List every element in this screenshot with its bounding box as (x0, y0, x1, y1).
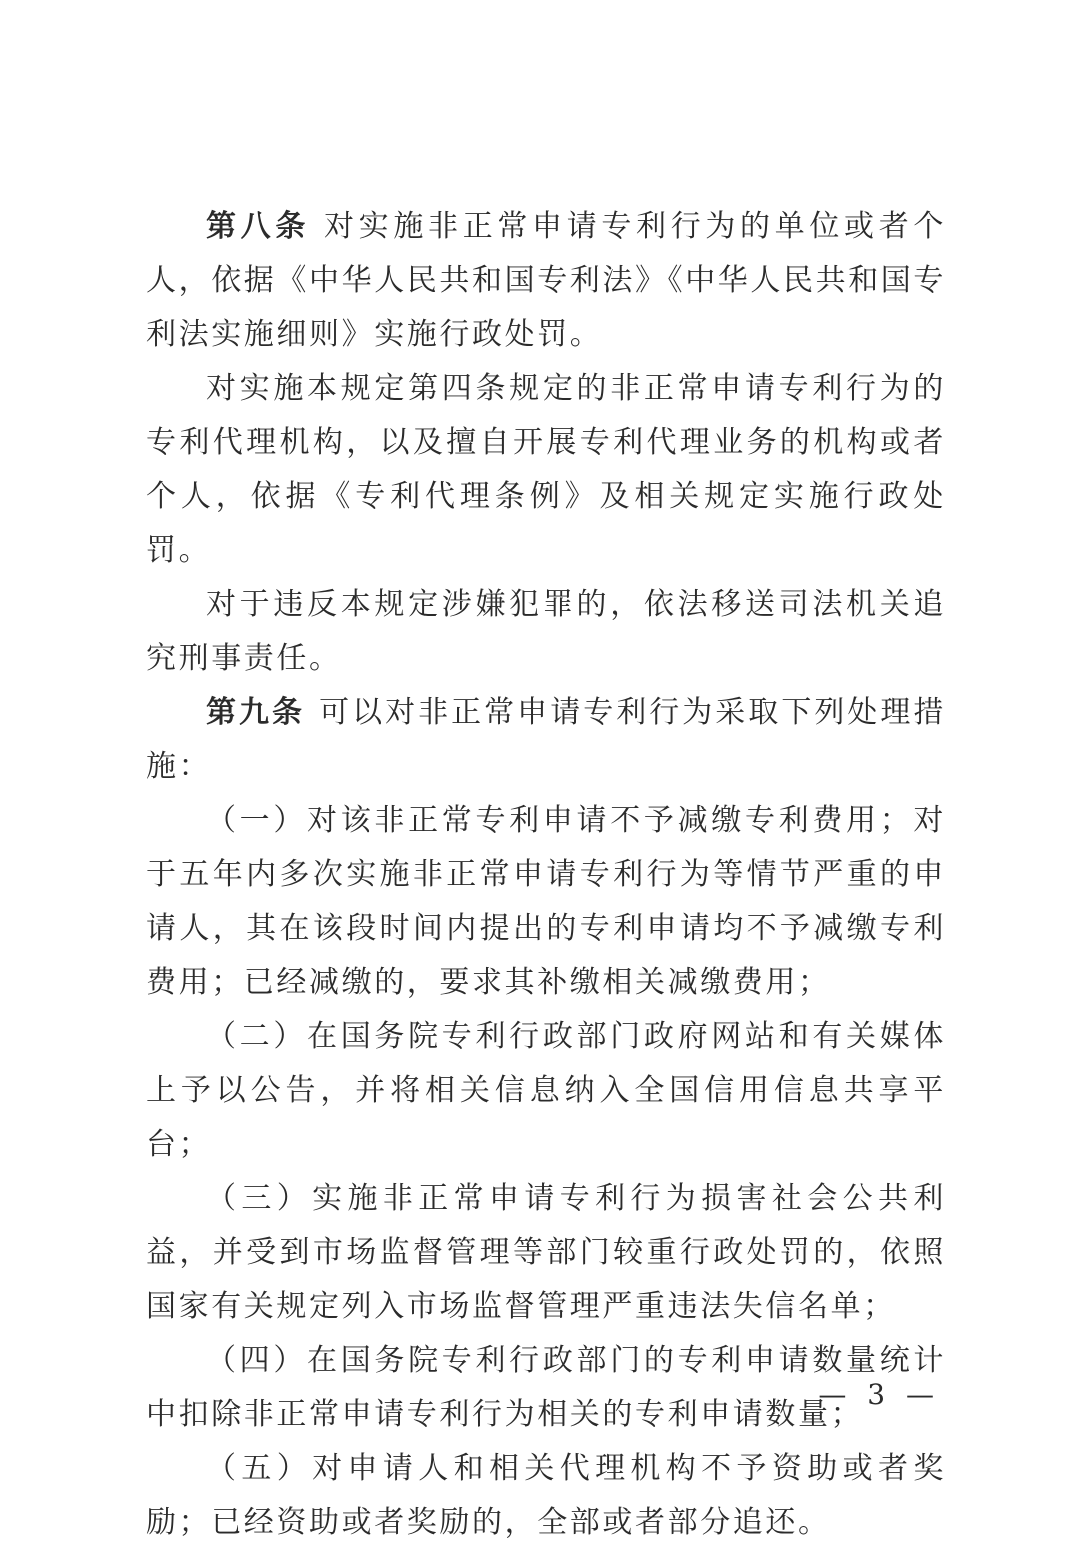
article-9-item-4: （四）在国务院专利行政部门的专利申请数量统计中扣除非正常申请专利行为相关的专利申请数量； (146, 1343, 946, 1432)
article-9-item-5: （五）对申请人和相关代理机构不予资助或者奖励；已经资助或者奖励的，全部或者部分追还。 (146, 1451, 946, 1540)
article-9-intro-paragraph (146, 686, 946, 794)
article-8-paragraph-2: 对实施本规定第四条规定的非正常申请专利行为的专利代理机构，以及擅自开展专利代理业务的机构或者个人，依据《专利代理条例》及相关规定实施行政处罚。 (146, 371, 946, 568)
article-8-paragraph-1-text: 对实施非正常申请专利行为的单位或者个人，依据《中华人民共和国专利法》《中华人民共和国专利法实施细则》实施行政处罚。 (146, 209, 946, 352)
article-8-heading: 第八条 (206, 209, 311, 244)
document-body (146, 200, 946, 1550)
article-8-paragraph-3: 对于违反本规定涉嫌犯罪的，依法移送司法机关追究刑事责任。 (146, 587, 946, 676)
article-9-item-2: （二）在国务院专利行政部门政府网站和有关媒体上予以公告，并将相关信息纳入全国信用信息共享平台； (146, 1019, 946, 1162)
article-9-item-3: （三）实施非正常申请专利行为损害社会公共利益，并受到市场监督管理等部门较重行政处罚的，依照国家有关规定列入市场监督管理严重违法失信名单； (146, 1181, 946, 1324)
article-9-intro-text: 可以对非正常申请专利行为采取下列处理措施： (146, 695, 946, 784)
article-9-item-1: （一）对该非正常专利申请不予减缴专利费用；对于五年内多次实施非正常申请专利行为等情节严重的申请人，其在该段时间内提出的专利申请均不予减缴专利费用；已经减缴的，要求其补缴相关减缴费用； (146, 803, 946, 1000)
page-number: — 3 — (818, 1378, 940, 1411)
article-9-heading: 第九条 (206, 695, 306, 730)
article-8-paragraph-1 (146, 200, 946, 362)
